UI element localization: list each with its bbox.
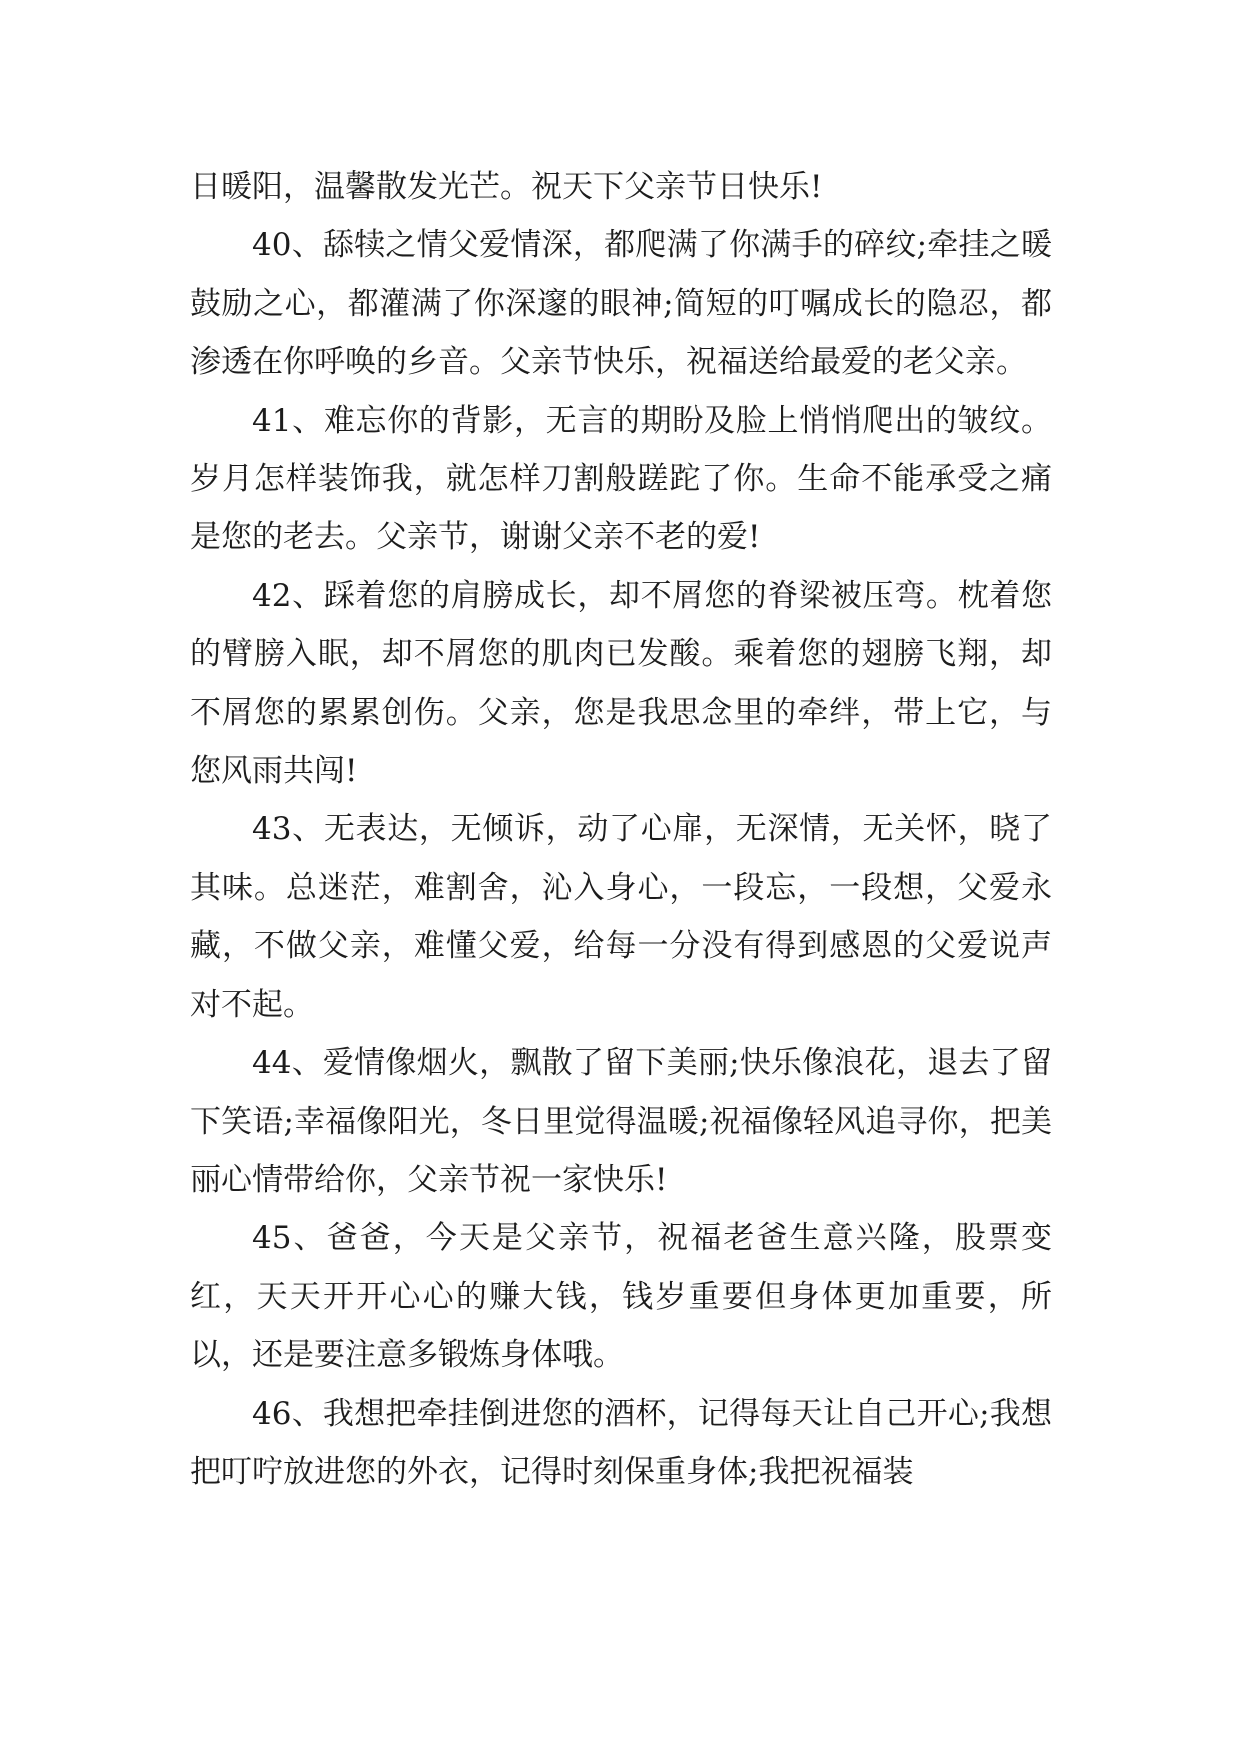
paragraph-44: 44、爱情像烟火，飘散了留下美丽;快乐像浪花，退去了留下笑语;幸福像阳光，冬日里觉得温暖;祝福像轻风追寻你，把美丽心情带给你，父亲节祝一家快乐! <box>190 1045 1052 1198</box>
paragraph-45: 45、爸爸，今天是父亲节，祝福老爸生意兴隆，股票变红，天天开开心心的赚大钱，钱岁重要但身体更加重要，所以，还是要注意多锻炼身体哦。 <box>190 1220 1052 1374</box>
paragraph-42: 42、踩着您的肩膀成长，却不屑您的脊梁被压弯。枕着您的臂膀入眠，却不屑您的肌肉已发酸。乘着您的翅膀飞翔，却不屑您的累累创伤。父亲，您是我思念里的牵绊，带上它，与您风雨共闯! <box>190 577 1052 790</box>
paragraph-43: 43、无表达，无倾诉，动了心扉，无深情，无关怀，晓了其味。总迷茫，难割舍，沁入身心，一段忘，一段想，父爱永藏，不做父亲，难懂父爱，给每一分没有得到感恩的父爱说声对不起。 <box>190 811 1052 1023</box>
paragraph-46: 46、我想把牵挂倒进您的酒杯，记得每天让自己开心;我想把叮咛放进您的外衣，记得时刻保重身体;我把祝福装 <box>190 1395 1052 1490</box>
paragraph-continuation: 日暖阳，温馨散发光芒。祝天下父亲节日快乐! <box>190 169 823 205</box>
paragraph-41: 41、难忘你的背影，无言的期盼及脸上悄悄爬出的皱纹。岁月怎样装饰我，就怎样刀割般蹉跎了你。生命不能承受之痛是您的老去。父亲节，谢谢父亲不老的爱! <box>190 402 1052 556</box>
document-body <box>190 158 1052 1501</box>
paragraph-40: 40、舔犊之情父爱情深，都爬满了你满手的碎纹;牵挂之暖鼓励之心，都灌满了你深邃的眼神;简短的叮嘱成长的隐忍，都渗透在你呼唤的乡音。父亲节快乐，祝福送给最爱的老父亲。 <box>190 227 1052 381</box>
